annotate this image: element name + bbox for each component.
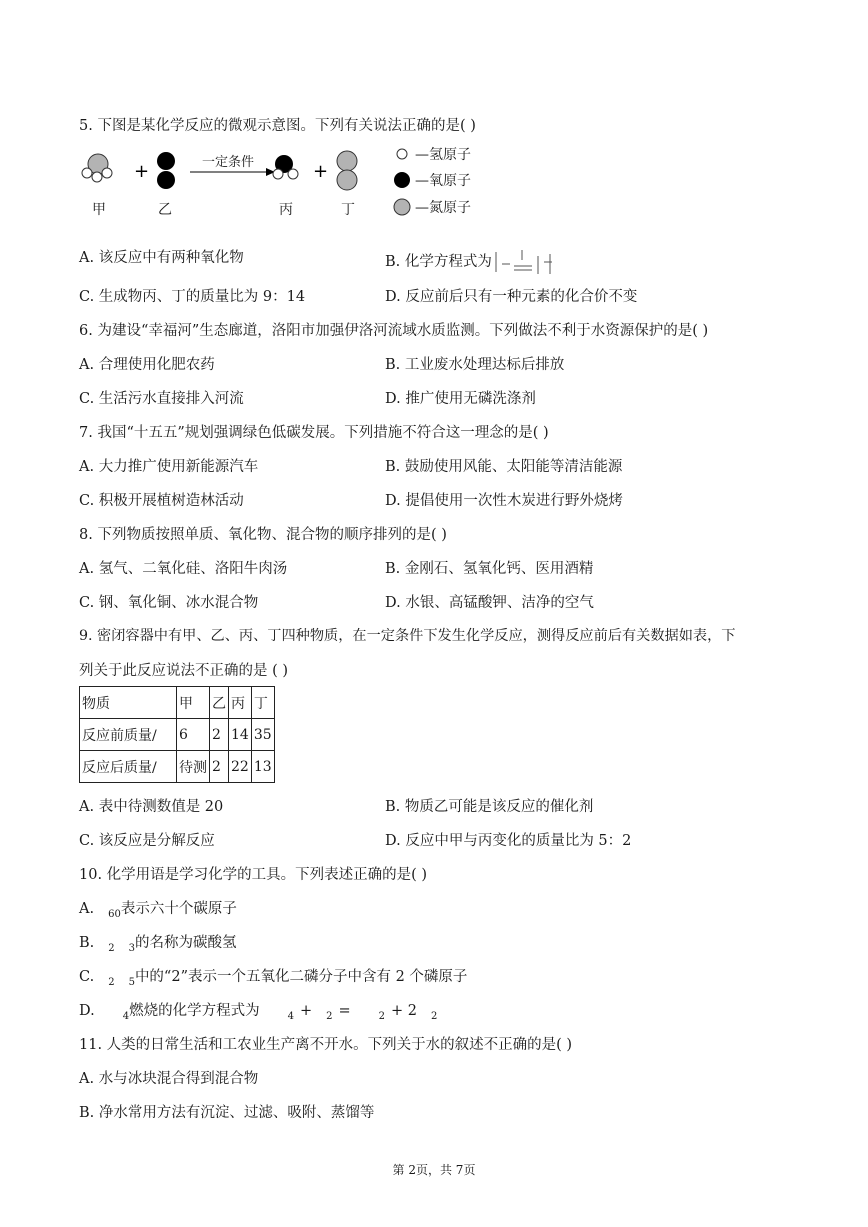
table-cell: 待测 [177,751,210,783]
table-cell: 反应后质量/ [80,751,177,783]
q8-option-d: D. 水银、高锰酸钾、洁净的空气 [385,595,594,611]
legend-nitrogen: —氮原子 [415,200,471,216]
q6-option-d: D. 推广使用无磷洗涤剂 [385,391,536,407]
q8-stem: 8. 下列物质按照单质、氧化物、混合物的顺序排列的是( ) [79,527,447,543]
q6-stem: 6. 为建设“幸福河”生态廊道，洛阳市加强伊洛河流域水质监测。下列做法不利于水资源保护的是( ) [79,323,709,339]
chemical-equation-image-icon [492,246,556,278]
q11-option-b: B. 净水常用方法有沉淀、过滤、吸附、蒸馏等 [79,1105,375,1121]
q5-option-c: C. 生成物丙、丁的质量比为 9：14 [79,289,306,305]
label-yi: 乙 [158,202,172,218]
table-header-cell: 乙 [210,687,229,719]
table-cell: 反应前质量/ [80,719,177,751]
q8-option-c: C. 钢、氧化铜、冰水混合物 [79,595,259,611]
molecule-bing-icon [273,155,298,179]
q9-data-table [79,686,275,783]
q7-option-c: C. 积极开展植树造林活动 [79,493,244,509]
plus-sign-2: + [313,161,329,182]
q7-stem: 7. 我国“十五五”规划强调绿色低碳发展。下列措施不符合这一理念的是( ) [79,425,549,441]
legend-hydrogen-icon [397,149,407,159]
q10-option-d: D. $_4$燃烧的化学方程式为 $_4$ + $_2$ = $_2$ + 2 $_2$ [79,1003,438,1022]
legend-oxygen-icon [394,172,410,188]
q9-option-d: D. 反应中甲与丙变化的质量比为 5：2 [385,833,632,849]
q9-option-b: B. 物质乙可能是该反应的催化剂 [385,799,594,815]
q5-option-a: A. 该反应中有两种氧化物 [79,250,244,266]
q7-option-d: D. 提倡使用一次性木炭进行野外烧烤 [385,493,623,509]
q9-option-a: A. 表中待测数值是 20 [79,799,224,815]
q6-option-c: C. 生活污水直接排入河流 [79,391,244,407]
q8-option-b: B. 金刚石、氢氧化钙、医用酒精 [385,561,594,577]
q9-option-c: C. 该反应是分解反应 [79,833,215,849]
table-header-row [80,687,275,719]
plus-sign-1: + [134,161,150,182]
q10-stem: 10. 化学用语是学习化学的工具。下列表述正确的是( ) [79,867,428,883]
q5-option-d: D. 反应前后只有一种元素的化合价不变 [385,289,638,305]
page-footer: 第 2页，共 7页 [392,1163,476,1177]
table-cell: 22 [229,751,252,783]
q6-option-b: B. 工业废水处理达标后排放 [385,357,565,373]
table-header-cell: 丙 [229,687,252,719]
q5-option-b: B. 化学方程式为 [385,246,556,278]
table-header-cell: 丁 [251,687,274,719]
table-row [80,751,275,783]
label-jia: 甲 [92,202,106,218]
q11-stem: 11. 人类的日常生活和工农业生产离不开水。下列关于水的叙述不正确的是( ) [79,1037,573,1053]
molecule-yi-icon [157,152,175,189]
q9-stem-line2: 列关于此反应说法不正确的是 ( ) [79,663,289,679]
molecule-jia-icon [82,154,112,182]
label-ding: 丁 [341,202,355,218]
legend-hydrogen: —氢原子 [415,147,471,163]
q10-option-b: B. $_2$ $_3$的名称为碳酸氢 [79,935,237,954]
q5-stem: 5. 下图是某化学反应的微观示意图。下列有关说法正确的是( ) [79,118,476,134]
q11-option-a: A. 水与冰块混合得到混合物 [79,1071,259,1087]
q9-stem-line1: 9. 密闭容器中有甲、乙、丙、丁四种物质，在一定条件下发生化学反应，测得反应前后有关数据如表，下 [79,628,736,644]
table-cell: 14 [229,719,252,751]
reaction-condition: 一定条件 [202,155,255,170]
legend-nitrogen-icon [394,199,410,215]
table-cell: 13 [251,751,274,783]
q6-option-a: A. 合理使用化肥农药 [79,357,215,373]
table-cell: 2 [210,719,229,751]
q8-option-a: A. 氢气、二氧化硅、洛阳牛肉汤 [79,561,288,577]
table-header-cell: 甲 [177,687,210,719]
molecule-ding-icon [337,151,357,190]
table-cell: 2 [210,751,229,783]
q10-option-a: A. $_{60}$表示六十个碳原子 [79,901,237,920]
table-cell: 35 [251,719,274,751]
table-cell: 6 [177,719,210,751]
q7-option-b: B. 鼓励使用风能、太阳能等清洁能源 [385,459,623,475]
table-header-cell: 物质 [80,687,177,719]
reaction-diagram [79,146,499,222]
label-bing: 丙 [279,202,293,218]
q7-option-a: A. 大力推广使用新能源汽车 [79,459,259,475]
table-row [80,719,275,751]
legend-oxygen: —氧原子 [415,173,471,189]
q10-option-c: C. $_2$ $_5$中的“2”表示一个五氧化二磷分子中含有 2 个磷原子 [79,969,468,988]
